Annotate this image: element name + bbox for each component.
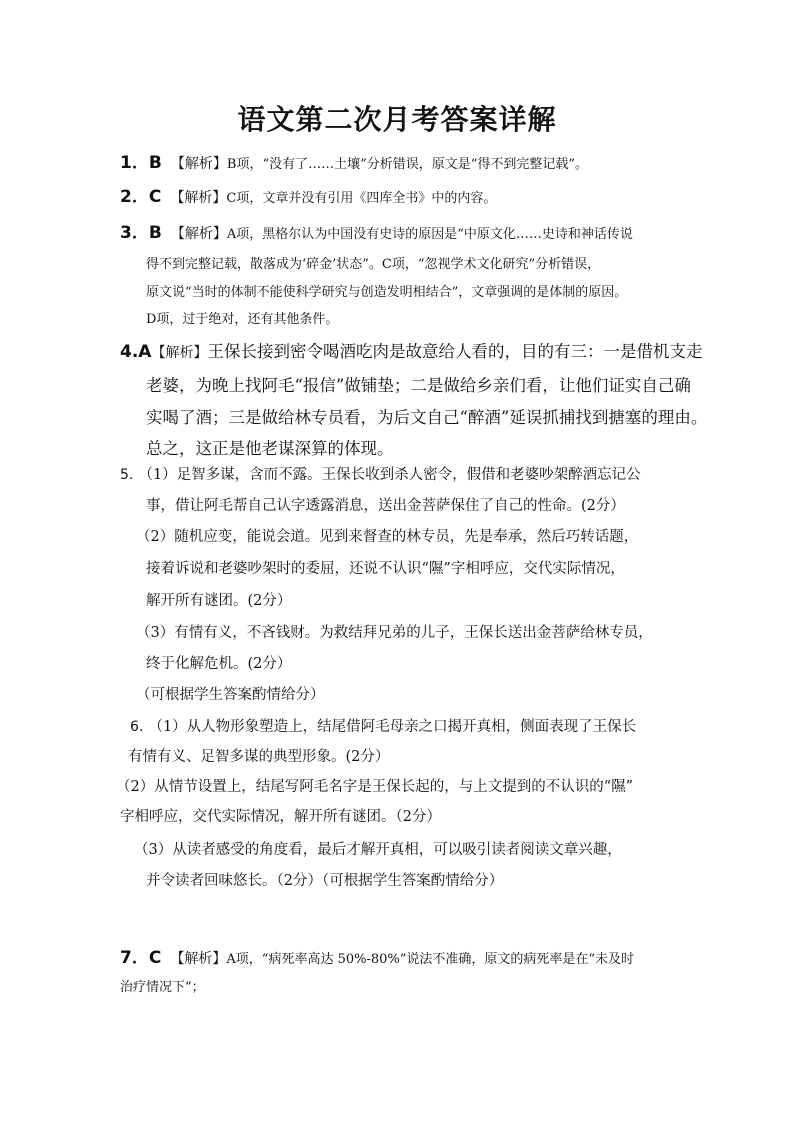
analysis-tag: 【解析】 bbox=[151, 345, 208, 361]
answer-text: 终于化解危机。(2分） bbox=[146, 656, 292, 672]
answer-text: 并令读者回味悠长。（2分）（可根据学生答案酌情给分） bbox=[146, 873, 504, 889]
answer-text: A项，“病死率高达 50%-80%”说法不准确，原文的病死率是在“未及时 bbox=[226, 952, 635, 967]
answer-3 bbox=[120, 218, 633, 243]
answer-text: 事，借让阿毛帮自己认字透露消息，送出金菩萨保住了自己的性命。(2分） bbox=[146, 498, 625, 514]
answer-text: 得不到完整记载，散落成为‘碎金’状态”。C项，“忽视学术文化研究”分析错误， bbox=[146, 257, 601, 272]
answer-6 bbox=[130, 715, 636, 736]
answer-text: 总之，这正是他老谋深算的体现。 bbox=[146, 439, 394, 458]
answer-text: C项，文章并没有引用《四库全书》中的内容。 bbox=[226, 191, 497, 206]
analysis-tag: 【解析】 bbox=[170, 156, 227, 172]
answer-5 bbox=[120, 463, 641, 484]
answer-text: 原文说“当时的体制不能使科学研究与创造发明相结合”，文章强调的是体制的原因。 bbox=[146, 285, 628, 300]
answer-text: 解开所有谜团。(2分） bbox=[146, 593, 292, 609]
answer-number: 7．C bbox=[120, 948, 162, 968]
answer-text: 治疗情况下”； bbox=[120, 980, 205, 995]
answer-text: D项，过于绝对，还有其他条件。 bbox=[146, 312, 339, 327]
analysis-tag: 【解析】 bbox=[170, 190, 227, 206]
analysis-tag: 【解析】 bbox=[170, 951, 227, 967]
answer-number: 1．B bbox=[120, 153, 162, 173]
answer-4 bbox=[120, 338, 702, 362]
answer-text: B项，“没有了……土壤”分析错误，原文是“得不到完整记载”。 bbox=[226, 157, 589, 172]
answer-text: 王保长接到密令喝酒吃肉是故意给人看的，目的有三：一是借机支走 bbox=[207, 342, 703, 361]
answer-number: 6. bbox=[130, 719, 144, 735]
answer-number: 3．B bbox=[120, 223, 162, 243]
answer-text: A项，黑格尔认为中国没有史诗的原因是“中原文化……史诗和神话传说 bbox=[226, 227, 633, 242]
answer-text: （3）有情有义，不吝钱财。为救结拜兄弟的儿子，王保长送出金菩萨给林专员， bbox=[136, 625, 653, 641]
answer-number: 5. bbox=[120, 467, 134, 483]
answer-text: 字相呼应，交代实际情况，解开所有谜团。（2分） bbox=[120, 809, 441, 825]
answer-text: 接着诉说和老婆吵架时的委屈，还说不认识“隰”字相呼应，交代实际情况， bbox=[146, 561, 625, 577]
answer-number: 4.A bbox=[120, 342, 152, 362]
answer-text: （1）从人物形象塑造上，结尾借阿毛母亲之口揭开真相，侧面表现了王保长 bbox=[148, 719, 637, 735]
answer-text: 有情有义、足智多谋的典型形象。(2分） bbox=[128, 749, 390, 765]
page-title: 语文第二次月考答案详解 bbox=[237, 103, 557, 136]
answer-text: （2）从情节设置上，结尾写阿毛名字是王保长起的，与上文提到的不认识的“隰” bbox=[116, 779, 634, 795]
answer-text: （3）从读者感受的角度看，最后才解开真相，可以吸引读者阅读文章兴趣， bbox=[134, 842, 622, 858]
answer-7 bbox=[120, 943, 634, 968]
answer-text: （2）随机应变，能说会道。见到来督查的林专员，先是奉承，然后巧转话题， bbox=[136, 529, 639, 545]
answer-text: （可根据学生答案酌情给分） bbox=[136, 687, 325, 703]
answer-number: 2．C bbox=[120, 187, 162, 207]
answer-text: 实喝了酒；三是做给林专员看，为后文自己“醉酒”延误抓捕找到搪塞的理由。 bbox=[146, 408, 708, 427]
answer-1 bbox=[120, 148, 588, 173]
answer-text: 老婆，为晚上找阿毛“报信”做铺垫；二是做给乡亲们看，让他们证实自己确 bbox=[146, 376, 691, 395]
answer-2 bbox=[120, 182, 496, 207]
answer-text: （1）足智多谋，含而不露。王保长收到杀人密令，假借和老婆吵架醉酒忘记公 bbox=[138, 467, 641, 483]
analysis-tag: 【解析】 bbox=[170, 226, 227, 242]
